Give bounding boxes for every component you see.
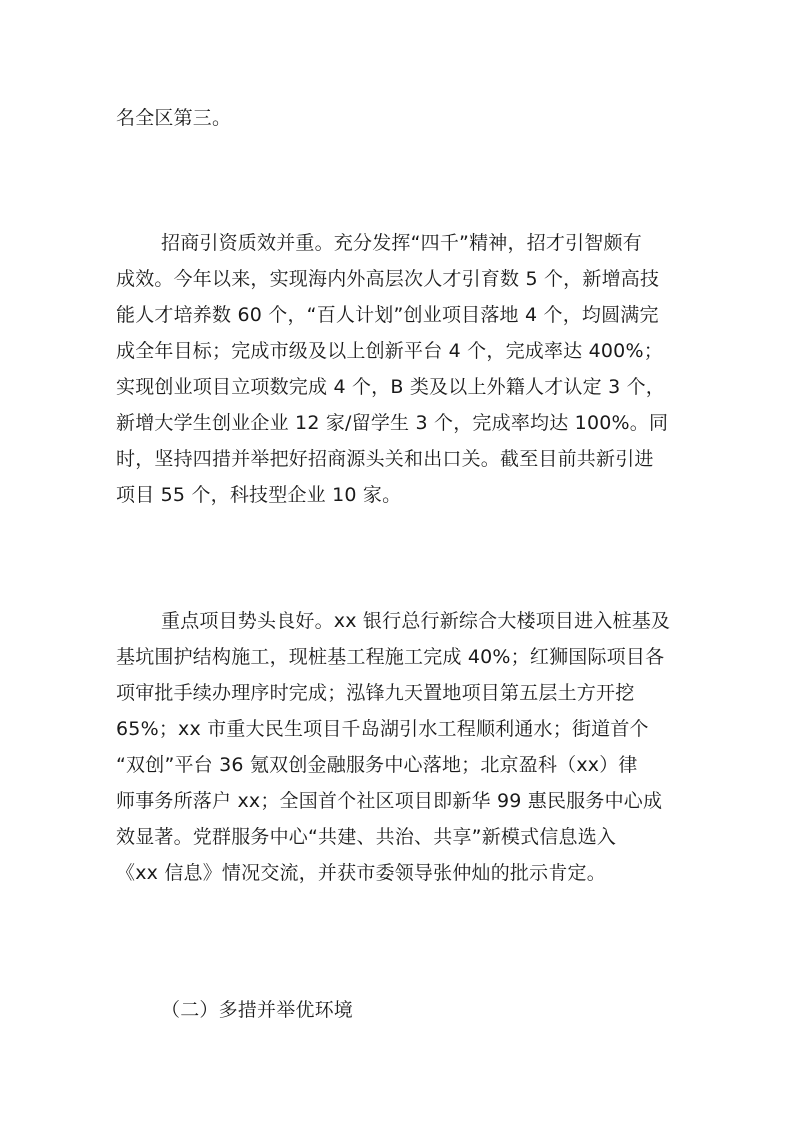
paragraph-line: 成效。今年以来，实现海内外高层次人才引育数 5 个，新增高技 — [116, 268, 660, 290]
paragraph-line: 新增大学生创业企业 12 家/留学生 3 个，完成率均达 100%。同 — [116, 412, 669, 434]
paragraph-line: 项审批手续办理序时完成；泓锋九天置地项目第五层土方开挖 — [116, 682, 635, 704]
intro-tail-text: 名全区第三。 — [116, 107, 232, 129]
paragraph-line: 招商引资质效并重。充分发挥“四千”精神，招才引智颇有 — [161, 232, 642, 254]
paragraph-line: 《xx 信息》情况交流，并获市委领导张仲灿的批示肯定。 — [116, 862, 606, 884]
paragraph-line: 实现创业项目立项数完成 4 个，B 类及以上外籍人才认定 3 个， — [116, 376, 666, 398]
paragraph-line: 重点项目势头良好。xx 银行总行新综合大楼项目进入桩基及 — [161, 610, 671, 632]
paragraph-line: 65%；xx 市重大民生项目千岛湖引水工程顺利通水；街道首个 — [116, 718, 649, 740]
paragraph-line: 成全年目标；完成市级及以上创新平台 4 个，完成率达 400%； — [116, 340, 663, 362]
paragraph-line: 能人才培养数 60 个，“百人计划”创业项目落地 4 个，均圆满完 — [116, 304, 659, 326]
paragraph-line: 项目 55 个，科技型企业 10 家。 — [116, 484, 402, 506]
paragraph-line: 师事务所落户 xx；全国首个社区项目即新华 99 惠民服务中心成 — [116, 790, 663, 812]
section-heading: （二）多措并举优环境 — [161, 999, 354, 1021]
paragraph-line: 时，坚持四措并举把好招商源头关和出口关。截至目前共新引进 — [116, 448, 654, 470]
paragraph-line: 基坑围护结构施工，现桩基工程施工完成 40%；红狮国际项目各 — [116, 646, 665, 668]
paragraph-line: “双创”平台 36 氪双创金融服务中心落地；北京盈科（xx）律 — [116, 754, 638, 776]
paragraph-line: 效显著。党群服务中心“共建、共治、共享”新模式信息选入 — [116, 826, 617, 848]
